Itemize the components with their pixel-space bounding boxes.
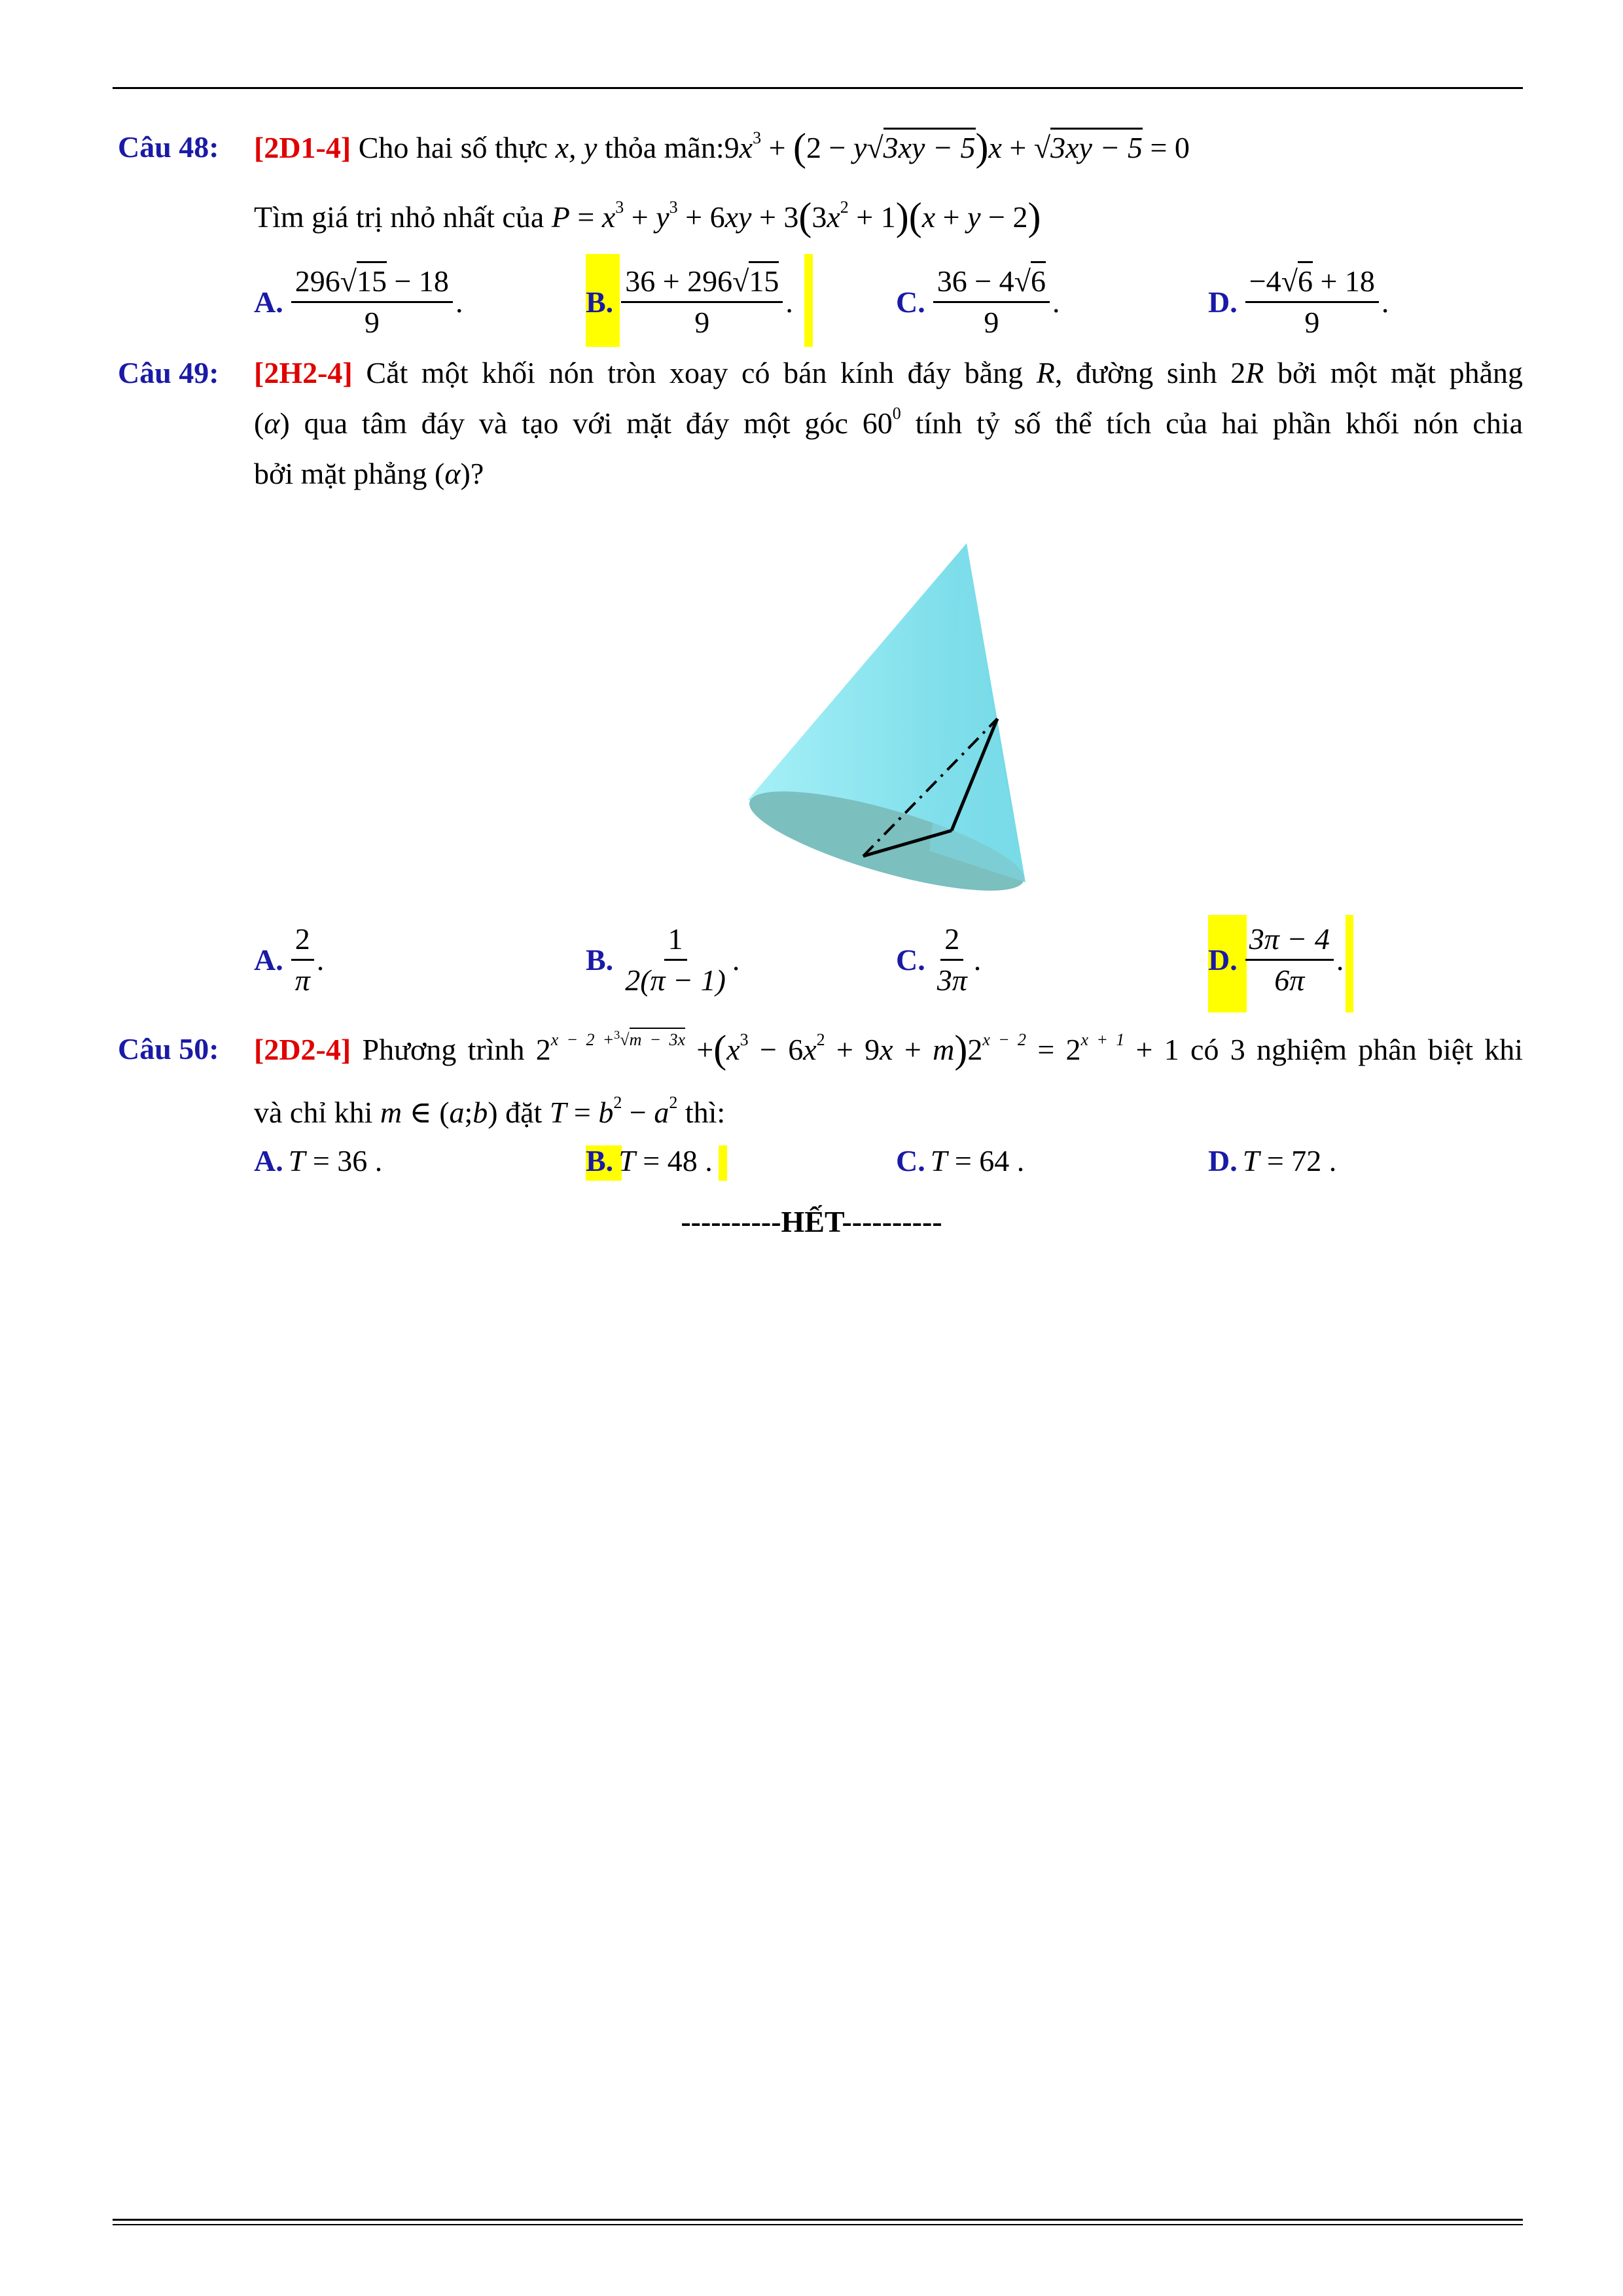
equation: $2^{x - 2 +^3√m - 3x} +(x^3 - 6x^2 + 9x + m)2^{x - 2} = 2^{x + 1} + 1$ (535, 1028, 1179, 1071)
period: . (785, 285, 793, 319)
math: T (930, 1144, 948, 1177)
text: Cho hai số thực (358, 131, 548, 164)
math: = 64 (954, 1144, 1010, 1177)
end-marker: ----------HẾT---------- (681, 1205, 942, 1238)
option-letter: A. (254, 285, 283, 319)
math: (α) (254, 406, 290, 440)
cone-figure (0, 0, 1623, 982)
q49-option-c[interactable] (896, 920, 981, 1000)
period: . (374, 1144, 383, 1177)
q49-option-d[interactable] (1208, 920, 1344, 1000)
math: = 48 (643, 1144, 698, 1177)
option-letter: D. (1208, 943, 1238, 977)
option-letter: C. (896, 285, 925, 319)
bottom-rule-thin (113, 2224, 1523, 2225)
question-tag: [2D1-4] (254, 131, 351, 164)
equation: $P = x^3 + y^3 + 6xy + 3(3x^2 + 1)(x + y - 2)$ (551, 195, 1041, 238)
period: . (455, 285, 463, 319)
option-letter: A. (254, 1144, 283, 1177)
q50-option-c[interactable] (896, 1143, 1024, 1178)
option-letter: A. (254, 943, 283, 977)
text: qua tâm đáy và tạo với mặt đáy một góc (304, 406, 848, 440)
option-letter: D. (1208, 285, 1238, 319)
q50-option-a[interactable] (254, 1143, 382, 1178)
period: . (732, 943, 740, 977)
period: . (1016, 1144, 1025, 1177)
math: $60^0$ (862, 404, 901, 440)
math: T (618, 1144, 635, 1177)
bottom-rule (113, 2219, 1523, 2221)
period: . (1381, 285, 1389, 319)
text: tính tỷ số thể tích của hai phần khối nón chia (915, 406, 1524, 440)
fraction: $\frac{1}{2(\pi - 1)}$ (621, 920, 730, 1000)
text: Phương trình (362, 1033, 525, 1066)
text: và chỉ khi (254, 1096, 373, 1129)
text: có 3 nghiệm phân biệt khi (1190, 1033, 1524, 1066)
option-letter: C. (896, 1144, 925, 1177)
equation: $9x^3 + (2 - y√3xy - 5)x + √3xy - 5 = 0$ (724, 126, 1190, 169)
math: = 72 (1266, 1144, 1322, 1177)
fraction: $\frac{3\pi - 4}{6\pi}$ (1245, 920, 1334, 1000)
period: . (316, 943, 325, 977)
highlight-q50-b-end (719, 1145, 727, 1181)
q49-option-b[interactable] (586, 920, 740, 1000)
period: . (705, 1144, 713, 1177)
math: = 36 (312, 1144, 368, 1177)
text: thì: (685, 1096, 726, 1129)
text: thỏa mãn: (604, 131, 724, 164)
text: đặt (505, 1096, 543, 1129)
question-label: Câu 50: (118, 1032, 219, 1066)
text: bởi một mặt phẳng (1277, 356, 1524, 389)
q49-option-a[interactable] (254, 920, 324, 1000)
math: (α) (435, 457, 471, 490)
math: T (1242, 1144, 1260, 1177)
fraction: $\frac{-4√6 + 18}{9}$ (1245, 262, 1379, 342)
fraction: $\frac{2}{3\pi}$ (933, 920, 971, 1000)
fraction: $\frac{2}{\pi}$ (291, 920, 314, 1000)
period: . (1336, 943, 1344, 977)
question-tag: [2H2-4] (254, 356, 353, 389)
text: Tìm giá trị nhỏ nhất của (254, 200, 544, 234)
text: bởi mặt phẳng (254, 457, 427, 490)
option-letter: B. (586, 285, 614, 319)
math: R (1245, 356, 1264, 389)
option-letter: B. (586, 1144, 614, 1177)
question-label: Câu 49: (118, 356, 219, 389)
text: ? (470, 457, 484, 490)
math: R (1036, 356, 1055, 389)
math: $T = b^2 - a^2$ (549, 1093, 678, 1129)
math: x, y (555, 131, 597, 164)
option-letter: B. (586, 943, 614, 977)
period: . (973, 943, 982, 977)
question-label: Câu 48: (118, 130, 219, 164)
question-tag: [2D2-4] (254, 1033, 351, 1066)
q50-option-b[interactable] (586, 1143, 713, 1178)
math: m ∈ (a;b) (380, 1096, 498, 1129)
q50-option-d[interactable] (1208, 1143, 1336, 1178)
math: T (288, 1144, 306, 1177)
text: Cắt một khối nón tròn xoay có bán kính đáy bằng (366, 356, 1024, 389)
period: . (1052, 285, 1060, 319)
fraction: $\frac{296√15 - 18}{9}$ (291, 262, 453, 342)
option-letter: C. (896, 943, 925, 977)
fraction: $\frac{36 - 4√6}{9}$ (933, 262, 1050, 342)
option-letter: D. (1208, 1144, 1238, 1177)
text: , đường sinh 2 (1054, 356, 1246, 389)
period: . (1329, 1144, 1337, 1177)
fraction: $\frac{36 + 296√15}{9}$ (621, 262, 783, 342)
